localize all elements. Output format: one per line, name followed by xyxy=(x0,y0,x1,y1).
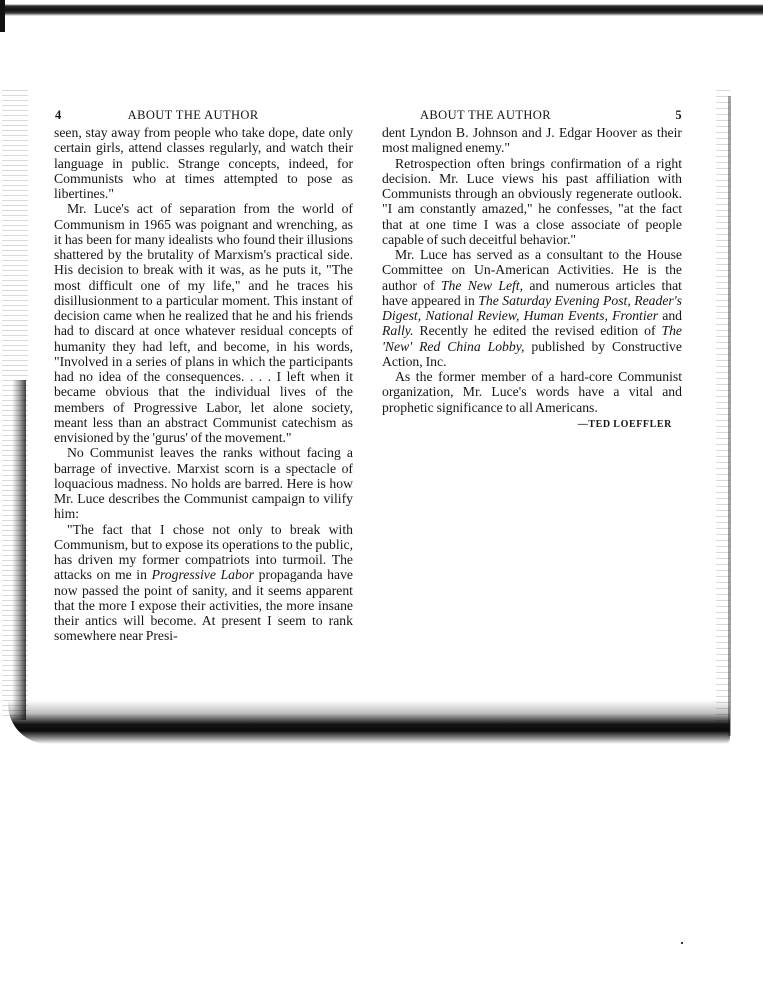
left-p4-text-b: propaganda have now passed the point of sanity, and it seems apparent that the more I expose their activities, the more insane their antics will become. At present I seem to rank somewhere near Presi- xyxy=(54,567,353,644)
left-p4-italic: Progressive Labor xyxy=(151,567,255,583)
right-p3-text-c: and xyxy=(658,308,683,323)
left-paragraph-4 xyxy=(54,522,353,644)
author-signature: —TED LOEFFLER xyxy=(577,418,672,430)
right-paragraph-1: dent Lyndon B. Johnson and J. Edgar Hoover as their most maligned enemy." xyxy=(382,125,682,156)
right-p3-text-a: Mr. Luce has served as a consultant to the House Committee on Un-American Activities. He is the author of xyxy=(382,247,682,293)
left-paragraph-1: seen, stay away from people who take dope, date only certain girls, attend classes regularly, and watch their language in public. Strange concepts, indeed, for Communists who at times attempted to pose as libertines." xyxy=(54,125,353,201)
scan-speck xyxy=(681,942,683,944)
left-paragraph-2: Mr. Luce's act of separation from the world of Communism in 1965 was poignant and wrenching, as it has been for many idealists who found their illusions shattered by the brutality of Marxism's practical side. His decision to break with it was, as he puts it, "The most difficult one of my life," and he traces his disillusionment to a particular moment. This instant of decision came when he realized that he and his friends had to discard at once whatever residual concepts of humanity they had left, and become, in his words, "Involved in a series of plans in which the participants had no idea of the consequences. . . . I left when it became obvious that the individual lives of the members of Progressive Labor, let alone society, meant less than an abstract Communist catechism as envisioned by the 'gurus' of the movement." xyxy=(54,201,353,445)
scan-left-shadow xyxy=(12,380,26,720)
right-p3-italic-4: The 'New' Red China Lobby, xyxy=(382,323,682,354)
right-page xyxy=(382,108,682,432)
right-running-title: ABOUT THE AUTHOR xyxy=(420,108,551,122)
left-page xyxy=(46,108,353,644)
right-p3-italic-1: The New Left, xyxy=(440,277,524,293)
scan-corner-mark xyxy=(0,0,5,32)
left-p4-text-a: "The fact that I chose not only to break with Communism, but to expose its operations to the public, has driven my former compatriots into turmoil. The attacks on me in xyxy=(54,521,353,583)
right-p3-text-b: and numerous articles that have appeared in xyxy=(382,277,682,308)
scan-right-edge-bar xyxy=(728,96,731,736)
right-p3-text-d: Recently he edited the revised edition of xyxy=(413,323,662,339)
right-p3-italic-3: Rally. xyxy=(382,323,414,339)
right-paragraph-3 xyxy=(382,247,682,369)
scan-bottom-edge xyxy=(8,700,730,744)
right-page-number: 5 xyxy=(675,108,682,122)
left-page-number: 4 xyxy=(55,108,62,122)
right-paragraph-4: As the former member of a hard-core Communist organization, Mr. Luce's words have a vital and prophetic significance to all Americans. xyxy=(382,369,682,415)
right-p3-text-e: published by Constructive Action, Inc. xyxy=(382,338,682,369)
left-running-title: ABOUT THE AUTHOR xyxy=(127,108,259,122)
scan-top-edge xyxy=(0,0,763,16)
right-running-head xyxy=(382,108,682,125)
left-running-head xyxy=(46,108,353,125)
right-text-column xyxy=(382,125,682,432)
left-paragraph-3: No Communist leaves the ranks without facing a barrage of invective. Marxist scorn is a spectacle of loquacious madness. No holds are barred. Here is how Mr. Luce describes the Communist campaign to vilify him: xyxy=(54,445,353,522)
left-text-column xyxy=(46,125,353,644)
right-p3-italic-2: The Saturday Evening Post, Reader's Digest, National Review, Human Events, Frontier xyxy=(382,292,683,323)
right-paragraph-2: Retrospection often brings confirmation of a right decision. Mr. Luce views his past affiliation with Communists through an obviously regenerate outlook. "I am constantly amazed," he confesses, "at the fact that at one time I was a close associate of people capable of such deceitful behavior." xyxy=(382,155,682,247)
